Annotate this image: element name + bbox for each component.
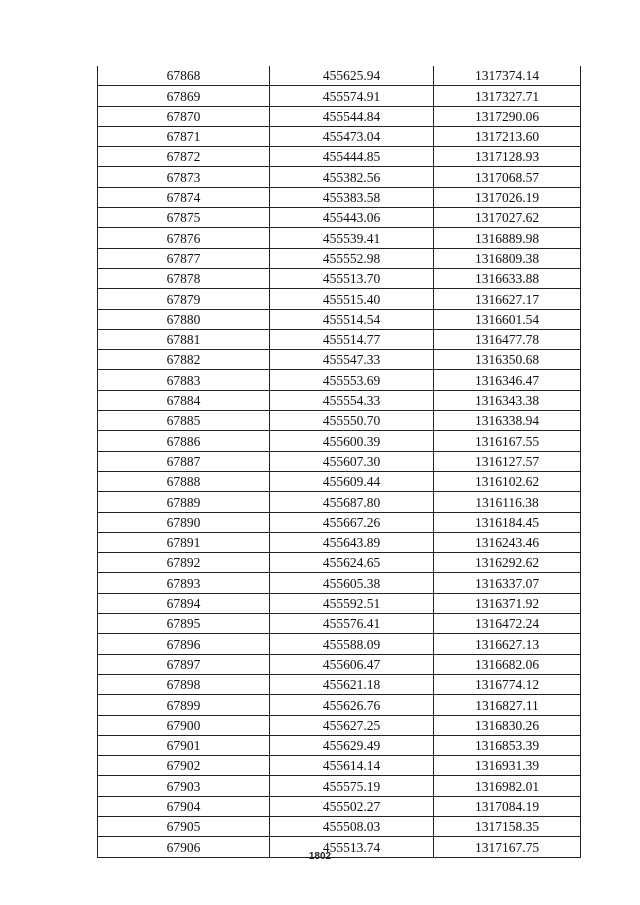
point-id-cell: 67883 bbox=[98, 370, 270, 390]
x-coordinate-cell: 455643.89 bbox=[270, 532, 434, 552]
point-id-cell: 67875 bbox=[98, 208, 270, 228]
x-coordinate-cell: 455539.41 bbox=[270, 228, 434, 248]
x-coordinate-cell: 455627.25 bbox=[270, 715, 434, 735]
point-id-cell: 67899 bbox=[98, 695, 270, 715]
x-coordinate-cell: 455624.65 bbox=[270, 553, 434, 573]
table-row bbox=[98, 431, 581, 451]
x-coordinate-cell: 455575.19 bbox=[270, 776, 434, 796]
y-coordinate-cell: 1316627.13 bbox=[434, 634, 581, 654]
x-coordinate-cell: 455605.38 bbox=[270, 573, 434, 593]
table-row bbox=[98, 370, 581, 390]
x-coordinate-cell: 455508.03 bbox=[270, 816, 434, 836]
point-id-cell: 67905 bbox=[98, 816, 270, 836]
table-row bbox=[98, 735, 581, 755]
page-number: 1802 bbox=[308, 851, 332, 862]
point-id-cell: 67870 bbox=[98, 106, 270, 126]
table-row bbox=[98, 451, 581, 471]
y-coordinate-cell: 1317027.62 bbox=[434, 208, 581, 228]
y-coordinate-cell: 1316337.07 bbox=[434, 573, 581, 593]
table-row bbox=[98, 532, 581, 552]
x-coordinate-cell: 455553.69 bbox=[270, 370, 434, 390]
y-coordinate-cell: 1316116.38 bbox=[434, 492, 581, 512]
table-row bbox=[98, 553, 581, 573]
table-row bbox=[98, 756, 581, 776]
x-coordinate-cell: 455544.84 bbox=[270, 106, 434, 126]
x-coordinate-cell: 455444.85 bbox=[270, 147, 434, 167]
y-coordinate-cell: 1317128.93 bbox=[434, 147, 581, 167]
y-coordinate-cell: 1317068.57 bbox=[434, 167, 581, 187]
table-row bbox=[98, 816, 581, 836]
y-coordinate-cell: 1316102.62 bbox=[434, 471, 581, 491]
y-coordinate-cell: 1317290.06 bbox=[434, 106, 581, 126]
point-id-cell: 67886 bbox=[98, 431, 270, 451]
y-coordinate-cell: 1316346.47 bbox=[434, 370, 581, 390]
point-id-cell: 67897 bbox=[98, 654, 270, 674]
x-coordinate-cell: 455515.40 bbox=[270, 289, 434, 309]
point-id-cell: 67884 bbox=[98, 390, 270, 410]
point-id-cell: 67882 bbox=[98, 350, 270, 370]
x-coordinate-cell: 455502.27 bbox=[270, 796, 434, 816]
table-row bbox=[98, 390, 581, 410]
point-id-cell: 67895 bbox=[98, 614, 270, 634]
x-coordinate-cell: 455667.26 bbox=[270, 512, 434, 532]
x-coordinate-cell: 455607.30 bbox=[270, 451, 434, 471]
table-row bbox=[98, 167, 581, 187]
table-row bbox=[98, 187, 581, 207]
x-coordinate-cell: 455592.51 bbox=[270, 593, 434, 613]
point-id-cell: 67872 bbox=[98, 147, 270, 167]
table-row bbox=[98, 593, 581, 613]
table-row bbox=[98, 289, 581, 309]
y-coordinate-cell: 1316809.38 bbox=[434, 248, 581, 268]
point-id-cell: 67893 bbox=[98, 573, 270, 593]
x-coordinate-cell: 455514.54 bbox=[270, 309, 434, 329]
point-id-cell: 67887 bbox=[98, 451, 270, 471]
x-coordinate-cell: 455606.47 bbox=[270, 654, 434, 674]
table-row bbox=[98, 492, 581, 512]
point-id-cell: 67888 bbox=[98, 471, 270, 491]
table-row bbox=[98, 715, 581, 735]
point-id-cell: 67896 bbox=[98, 634, 270, 654]
y-coordinate-cell: 1316774.12 bbox=[434, 674, 581, 694]
table-row bbox=[98, 309, 581, 329]
table-row bbox=[98, 329, 581, 349]
x-coordinate-cell: 455621.18 bbox=[270, 674, 434, 694]
point-id-cell: 67904 bbox=[98, 796, 270, 816]
y-coordinate-cell: 1316472.24 bbox=[434, 614, 581, 634]
point-id-cell: 67880 bbox=[98, 309, 270, 329]
y-coordinate-cell: 1316167.55 bbox=[434, 431, 581, 451]
table-row bbox=[98, 674, 581, 694]
y-coordinate-cell: 1317158.35 bbox=[434, 816, 581, 836]
y-coordinate-cell: 1317327.71 bbox=[434, 86, 581, 106]
table-row bbox=[98, 471, 581, 491]
point-id-cell: 67873 bbox=[98, 167, 270, 187]
x-coordinate-cell: 455443.06 bbox=[270, 208, 434, 228]
point-id-cell: 67903 bbox=[98, 776, 270, 796]
x-coordinate-cell: 455626.76 bbox=[270, 695, 434, 715]
y-coordinate-cell: 1317167.75 bbox=[434, 837, 581, 857]
point-id-cell: 67891 bbox=[98, 532, 270, 552]
y-coordinate-cell: 1317084.19 bbox=[434, 796, 581, 816]
x-coordinate-cell: 455614.14 bbox=[270, 756, 434, 776]
coordinates-table-body bbox=[98, 66, 581, 857]
x-coordinate-cell: 455574.91 bbox=[270, 86, 434, 106]
x-coordinate-cell: 455625.94 bbox=[270, 66, 434, 86]
point-id-cell: 67871 bbox=[98, 126, 270, 146]
x-coordinate-cell: 455383.58 bbox=[270, 187, 434, 207]
table-row bbox=[98, 126, 581, 146]
point-id-cell: 67889 bbox=[98, 492, 270, 512]
y-coordinate-cell: 1316477.78 bbox=[434, 329, 581, 349]
y-coordinate-cell: 1316627.17 bbox=[434, 289, 581, 309]
y-coordinate-cell: 1316982.01 bbox=[434, 776, 581, 796]
point-id-cell: 67894 bbox=[98, 593, 270, 613]
table-row bbox=[98, 268, 581, 288]
table-row bbox=[98, 208, 581, 228]
table-row bbox=[98, 66, 581, 86]
point-id-cell: 67874 bbox=[98, 187, 270, 207]
y-coordinate-cell: 1316350.68 bbox=[434, 350, 581, 370]
point-id-cell: 67881 bbox=[98, 329, 270, 349]
y-coordinate-cell: 1317026.19 bbox=[434, 187, 581, 207]
table-row bbox=[98, 411, 581, 431]
x-coordinate-cell: 455629.49 bbox=[270, 735, 434, 755]
x-coordinate-cell: 455600.39 bbox=[270, 431, 434, 451]
x-coordinate-cell: 455513.70 bbox=[270, 268, 434, 288]
coordinates-table bbox=[97, 66, 581, 858]
x-coordinate-cell: 455687.80 bbox=[270, 492, 434, 512]
y-coordinate-cell: 1316127.57 bbox=[434, 451, 581, 471]
y-coordinate-cell: 1316682.06 bbox=[434, 654, 581, 674]
y-coordinate-cell: 1316633.88 bbox=[434, 268, 581, 288]
x-coordinate-cell: 455513.74 bbox=[270, 837, 434, 857]
x-coordinate-cell: 455609.44 bbox=[270, 471, 434, 491]
table-row bbox=[98, 228, 581, 248]
y-coordinate-cell: 1316184.45 bbox=[434, 512, 581, 532]
point-id-cell: 67892 bbox=[98, 553, 270, 573]
table-row bbox=[98, 614, 581, 634]
table-row bbox=[98, 106, 581, 126]
x-coordinate-cell: 455550.70 bbox=[270, 411, 434, 431]
y-coordinate-cell: 1317374.14 bbox=[434, 66, 581, 86]
table-row bbox=[98, 512, 581, 532]
point-id-cell: 67901 bbox=[98, 735, 270, 755]
y-coordinate-cell: 1316338.94 bbox=[434, 411, 581, 431]
x-coordinate-cell: 455588.09 bbox=[270, 634, 434, 654]
table-row bbox=[98, 350, 581, 370]
point-id-cell: 67868 bbox=[98, 66, 270, 86]
x-coordinate-cell: 455547.33 bbox=[270, 350, 434, 370]
x-coordinate-cell: 455514.77 bbox=[270, 329, 434, 349]
table-row bbox=[98, 86, 581, 106]
y-coordinate-cell: 1316343.38 bbox=[434, 390, 581, 410]
x-coordinate-cell: 455382.56 bbox=[270, 167, 434, 187]
point-id-cell: 67906 bbox=[98, 837, 270, 857]
point-id-cell: 67879 bbox=[98, 289, 270, 309]
point-id-cell: 67885 bbox=[98, 411, 270, 431]
y-coordinate-cell: 1317213.60 bbox=[434, 126, 581, 146]
table-row bbox=[98, 695, 581, 715]
y-coordinate-cell: 1316830.26 bbox=[434, 715, 581, 735]
y-coordinate-cell: 1316292.62 bbox=[434, 553, 581, 573]
point-id-cell: 67890 bbox=[98, 512, 270, 532]
point-id-cell: 67876 bbox=[98, 228, 270, 248]
point-id-cell: 67869 bbox=[98, 86, 270, 106]
y-coordinate-cell: 1316931.39 bbox=[434, 756, 581, 776]
y-coordinate-cell: 1316853.39 bbox=[434, 735, 581, 755]
table-row bbox=[98, 796, 581, 816]
table-row bbox=[98, 573, 581, 593]
x-coordinate-cell: 455576.41 bbox=[270, 614, 434, 634]
y-coordinate-cell: 1316827.11 bbox=[434, 695, 581, 715]
y-coordinate-cell: 1316889.98 bbox=[434, 228, 581, 248]
point-id-cell: 67878 bbox=[98, 268, 270, 288]
y-coordinate-cell: 1316243.46 bbox=[434, 532, 581, 552]
y-coordinate-cell: 1316601.54 bbox=[434, 309, 581, 329]
point-id-cell: 67877 bbox=[98, 248, 270, 268]
table-row bbox=[98, 248, 581, 268]
point-id-cell: 67900 bbox=[98, 715, 270, 735]
table-row bbox=[98, 634, 581, 654]
table-row bbox=[98, 654, 581, 674]
x-coordinate-cell: 455554.33 bbox=[270, 390, 434, 410]
point-id-cell: 67898 bbox=[98, 674, 270, 694]
table-row bbox=[98, 776, 581, 796]
x-coordinate-cell: 455552.98 bbox=[270, 248, 434, 268]
point-id-cell: 67902 bbox=[98, 756, 270, 776]
y-coordinate-cell: 1316371.92 bbox=[434, 593, 581, 613]
table-row bbox=[98, 147, 581, 167]
x-coordinate-cell: 455473.04 bbox=[270, 126, 434, 146]
